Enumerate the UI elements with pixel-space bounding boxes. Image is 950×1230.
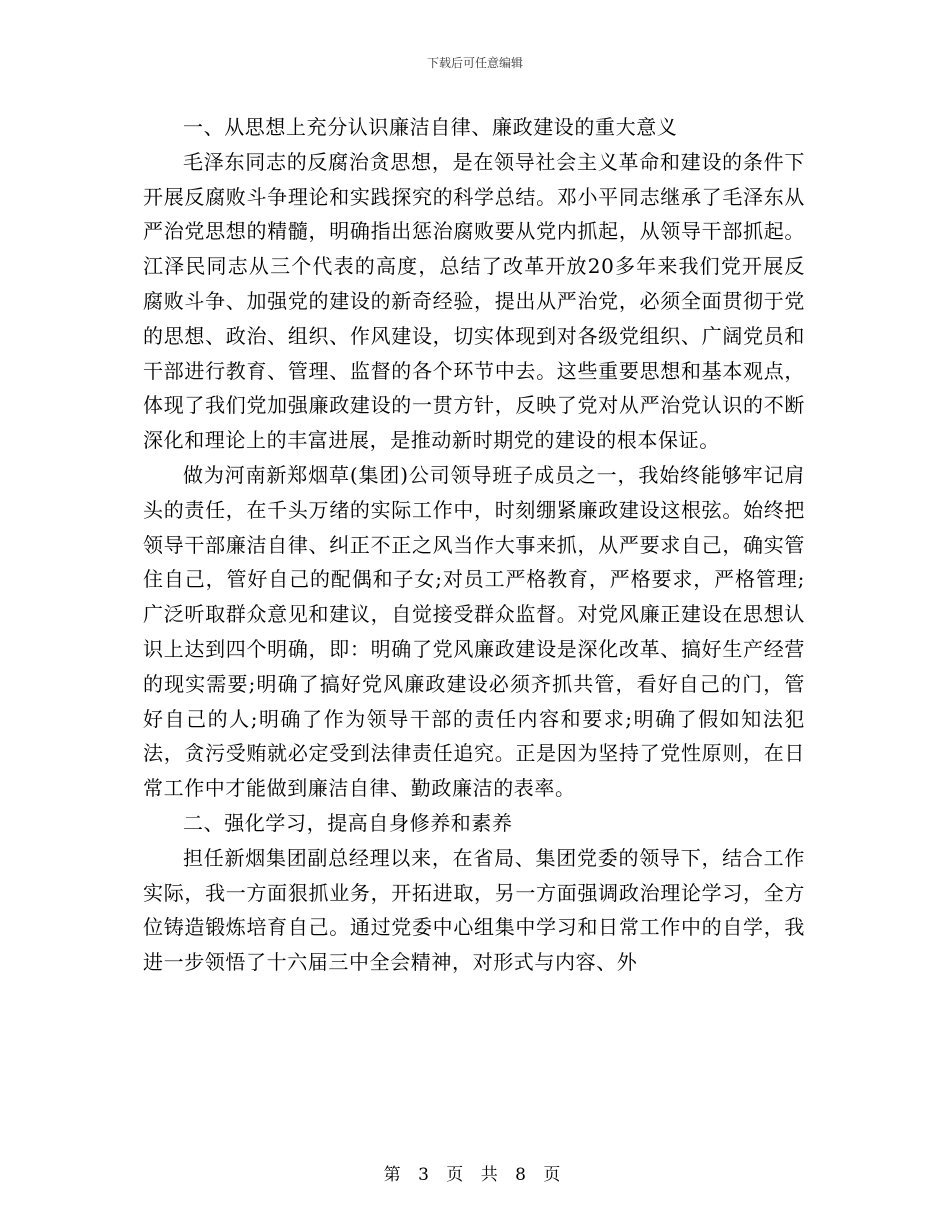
section-heading-2: 二、强化学习，提高自身修养和素养 (183, 810, 513, 835)
document-body (143, 110, 805, 980)
page-number-footer: 第 3 页 共 8 页 (383, 1165, 567, 1185)
body-paragraph-3: 担任新烟集团副总经理以来，在省局、集团党委的领导下，结合工作实际，我一方面狠抓业务，开拓进取，另一方面强调政治理论学习，全方位铸造锻炼培育自己。通过党委中心组集中学习和日常工作中的自学，我进一步领悟了十六届三中全会精神，对形式与内容、外 (143, 845, 805, 975)
body-paragraph-2: 做为河南新郑烟草(集团)公司领导班子成员之一，我始终能够牢记肩头的责任，在千头万绪的实际工作中，时刻绷紧廉政建设这根弦。始终把领导干部廉洁自律、纠正不正之风当作大事来抓，从严要求自己，确实管住自己，管好自己的配偶和子女;对员工严格教育，严格要求，严格管理;广泛听取群众意见和建议，自觉接受群众监督。对党风廉正建设在思想认识上达到四个明确，即：明确了党风廉政建设是深化改革、搞好生产经营的现实需要;明确了搞好党风廉政建设必须齐抓共管，看好自己的门，管好自己的人;明确了作为领导干部的责任内容和要求;明确了假如知法犯法，贪污受贿就必定受到法律责任追究。正是因为坚持了党性原则，在日常工作中才能做到廉洁自律、勤政廉洁的表率。 (143, 462, 805, 801)
body-paragraph-1: 毛泽东同志的反腐治贪思想，是在领导社会主义革命和建设的条件下开展反腐败斗争理论和实践探究的科学总结。邓小平同志继承了毛泽东从严治党思想的精髓，明确指出惩治腐败要从党内抓起，从领导干部抓起。江泽民同志从三个代表的高度，总结了改革开放20多年来我们党开展反腐败斗争、加强党的建设的新奇经验，提出从严治党，必须全面贯彻于党的思想、政治、组织、作风建设，切实体现到对各级党组织、广阔党员和干部进行教育、管理、监督的各个环节中去。这些重要思想和基本观点，体现了我们党加强廉政建设的一贯方针，反映了党对从严治党认识的不断深化和理论上的丰富进展，是推动新时期党的建设的根本保证。 (143, 149, 805, 453)
section-heading-1: 一、从思想上充分认识廉洁自律、廉政建设的重大意义 (183, 115, 678, 139)
page-header-note: 下载后可任意编辑 (426, 56, 523, 70)
